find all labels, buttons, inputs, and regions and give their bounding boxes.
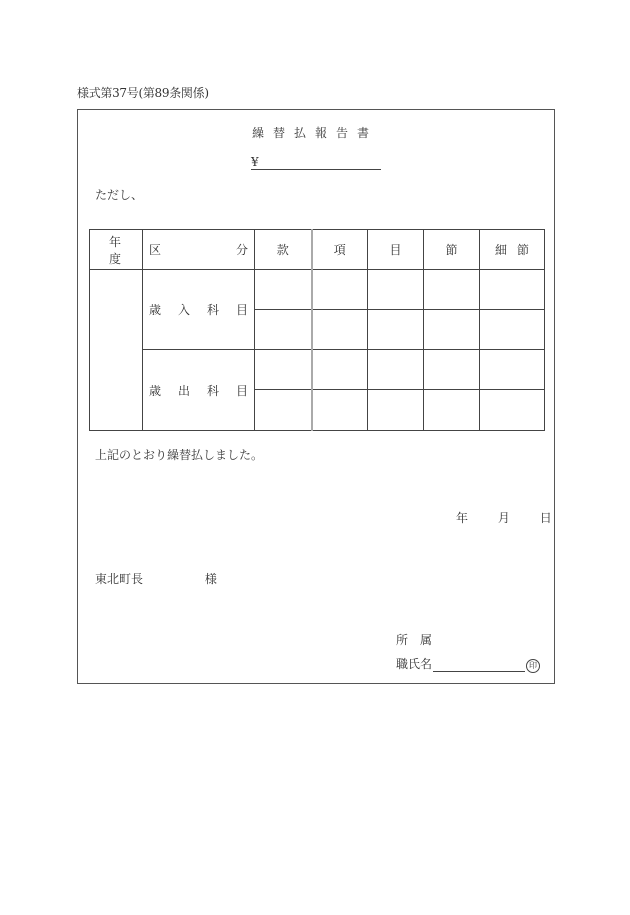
- cell-saisetsu[interactable]: [480, 390, 545, 431]
- cell-kan[interactable]: [255, 310, 312, 350]
- signature-line: [396, 655, 540, 672]
- cell-saisetsu[interactable]: [480, 270, 545, 310]
- cell-kou[interactable]: [312, 310, 368, 350]
- cell-setsu[interactable]: [424, 390, 480, 431]
- cell-setsu[interactable]: [424, 350, 480, 390]
- label-char: 目: [235, 383, 248, 398]
- document-title: 繰替払報告書: [251, 126, 378, 140]
- name-label: 職氏名: [396, 657, 433, 671]
- cell-kou[interactable]: [312, 270, 368, 310]
- cell-moku[interactable]: [368, 350, 424, 390]
- label-char: 歳: [149, 303, 162, 317]
- addressee-name: 東北町長: [95, 572, 144, 586]
- cell-saisetsu[interactable]: [480, 310, 545, 350]
- kubun-expenditure: [143, 350, 255, 431]
- label-char: 歳: [149, 383, 162, 398]
- amount-field[interactable]: [251, 155, 381, 170]
- cell-setsu[interactable]: [424, 310, 480, 350]
- cell-saisetsu[interactable]: [480, 350, 545, 390]
- cell-moku[interactable]: [368, 310, 424, 350]
- label-char: 科: [206, 303, 219, 317]
- table-row: [90, 350, 545, 390]
- cell-moku[interactable]: [368, 270, 424, 310]
- label-char: 出: [177, 383, 190, 398]
- header-moku: 目: [368, 230, 424, 270]
- yen-sign: ¥: [251, 155, 259, 169]
- header-kan: 款: [255, 230, 312, 270]
- addressee-honorific: 様: [204, 572, 217, 586]
- affiliation-label: 所属: [396, 633, 445, 647]
- header-setsu: 節: [424, 230, 480, 270]
- table-header-row: [90, 230, 545, 270]
- date-line[interactable]: [456, 509, 552, 526]
- kubun-revenue: [143, 270, 255, 350]
- cell-kou[interactable]: [312, 350, 368, 390]
- cell-kou[interactable]: [312, 390, 368, 431]
- addressee: [95, 570, 217, 587]
- header-kubun-right: 分: [235, 243, 248, 257]
- header-nendo: 年度: [90, 230, 143, 270]
- cell-setsu[interactable]: [424, 270, 480, 310]
- header-kubun-left: 区: [149, 243, 162, 257]
- label-char: 目: [235, 303, 248, 317]
- cell-kan[interactable]: [255, 270, 312, 310]
- header-saisetsu: 細節: [480, 230, 545, 270]
- nendo-cell[interactable]: [90, 270, 143, 431]
- date-month: 月: [497, 511, 510, 525]
- date-year: 年: [456, 511, 469, 525]
- cell-kan[interactable]: [255, 350, 312, 390]
- proviso-label: ただし、: [95, 188, 144, 202]
- header-kou: 項: [312, 230, 368, 270]
- statement-text: 上記のとおり繰替払しました。: [95, 448, 264, 462]
- seal-icon: 印: [526, 659, 540, 673]
- date-day: 日: [539, 511, 552, 525]
- account-table: [89, 229, 545, 431]
- name-input-line[interactable]: [433, 659, 525, 672]
- cell-moku[interactable]: [368, 390, 424, 431]
- cell-kan[interactable]: [255, 390, 312, 431]
- table-row: [90, 270, 545, 310]
- form-caption: 様式第37号(第89条関係): [77, 86, 209, 100]
- label-char: 入: [177, 303, 190, 317]
- label-char: 科: [206, 383, 219, 398]
- header-kubun: [143, 230, 255, 270]
